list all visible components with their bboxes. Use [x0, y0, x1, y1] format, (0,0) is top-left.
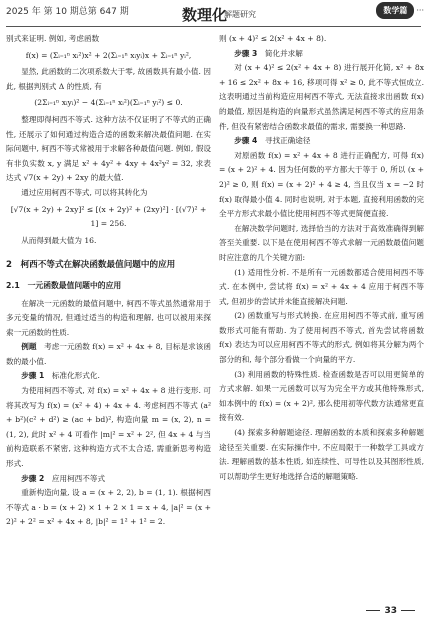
equation: [√7(x + 2y) + 2xy]² ≤ [(x + 2y)² + (2xy)²] · [(√7)² + 1] = 256.	[10, 204, 207, 229]
step-label: 步骤 1	[21, 371, 45, 381]
badge-dots: ···	[416, 6, 424, 15]
paragraph: (1) 适用性分析. 不是所有一元函数都适合使用柯西不等式. 在本例中, 尝试将 f(x) = x² + 4x + 4 应用于柯西不等式, 但初步的尝试并未能直接解决问题.	[219, 267, 424, 306]
paragraph: 在解决数学问题时, 选择恰当的方法对于高效准确得到解答至关重要. 以下是在使用柯西不等式求解一元函数最值问题时应注意的几个关键方面:	[219, 223, 424, 262]
paragraph: (3) 利用函数的特殊性质. 检查函数是否可以用更简单的方式求解. 如果一元函数可以写为完全平方或其他特殊形式, 如本例中的 f(x) = (x + 2)², 那么使用初等代数方法通常更直接有效.	[219, 369, 425, 423]
page-number-dash	[401, 610, 415, 611]
step-heading	[6, 369, 211, 384]
example-paragraph	[6, 340, 211, 369]
step-label: 步骤 4	[234, 136, 258, 146]
page-number-dash	[366, 610, 380, 611]
paragraph: 通过应用柯西不等式, 可以将其转化为	[21, 187, 148, 197]
paragraph: 重新构造向量, 设 a = (x + 2, 2), b = (1, 1). 根据柯西不等式 a · b = (x + 2) × 1 + 2 × 1 = x + 4, |a|² = (x + 2)² + 2² = x² + 4x + 8, |b|² = 1² + 1² = 2.	[6, 488, 211, 527]
paragraph: (4) 探索多种解题途径. 理解函数的本质和探索多种解题途径至关重要. 在实际操作中, 不应局限于一种数学工具或方法. 理解函数的基本性质, 如连续性、可导性以及其图形性质, 可以帮助学生更好地选择合适的解题策略.	[219, 428, 424, 481]
paragraph: 对原函数 f(x) = x² + 4x + 8 进行正确配方, 可得 f(x) = (x + 2)² + 4. 因为任何数的平方都大于等于 0, 所以 (x + 2)² ≥ 0, 则 f(x) = (x + 2)² + 4 ≥ 4, 当且仅当 x = −2 时 f(x) 取得最小值 4. 同时也说明, 对于本题, 直接利用函数的完全平方形式求最小值比使用柯西不等式更简便直接.	[219, 150, 424, 219]
step-title: 应用柯西不等式	[51, 473, 106, 483]
step-title: 简化并求解	[264, 48, 303, 58]
equation: f(x) = (Σᵢ₌₁ⁿ xᵢ²)x² + 2(Σᵢ₌₁ⁿ xᵢyᵢ)x + Σᵢ₌₁ⁿ yᵢ²,	[25, 50, 192, 60]
page-number-value: 33	[384, 606, 397, 616]
section-title: 2 柯西不等式在解决函数最值问题中的应用	[6, 260, 176, 271]
step-label: 步骤 3	[234, 48, 258, 58]
example-label: 例题	[21, 342, 37, 352]
paragraph: 在解决一元函数的最值问题中, 柯西不等式虽然通常用于多元变量的情况, 但通过适当的构造和理解, 也可以被用来探索一元函数的性质.	[6, 298, 211, 337]
left-column	[6, 32, 211, 530]
paragraph: 别式来证明. 例如, 考虑函数	[6, 34, 100, 43]
step-heading	[219, 134, 424, 149]
header-rule	[6, 26, 421, 27]
step-label: 步骤 2	[21, 473, 45, 483]
section-badge: 数学篇	[376, 2, 414, 19]
journal-title: 数理化	[182, 6, 228, 24]
equation: (2Σᵢ₌₁ⁿ xᵢyᵢ)² − 4(Σᵢ₌₁ⁿ xᵢ²)(Σᵢ₌₁ⁿ yᵢ²) ≤ 0.	[34, 98, 183, 108]
journal-subtitle: 解题研究	[224, 10, 256, 19]
paragraph: 从而得到最大值为 16.	[21, 235, 97, 245]
paragraph: 则 (x + 4)² ≤ 2(x² + 4x + 8).	[219, 34, 327, 43]
paragraph: (2) 函数重写与形式转换. 在应用柯西不等式前, 重写函数形式可能有帮助. 为了使用柯西不等式, 首先尝试将函数 f(x) 表达为可以应用柯西不等式的形式, 例如将其分解为两个部分的和, 每个部分看做一个向量的平方.	[219, 311, 424, 365]
paragraph: 整理即得柯西不等式. 这种方法不仅证明了不等式的正确性, 还展示了如何通过构造合适的函数来解决最值问题. 在实际问题中, 柯西不等式常被用于求解各种最值问题. 例如, 假设有非负实数 x, y 满足 x² + 4y² + 4xy + 4x²y² = 32, 求表达式 √7(x + 2y) + 2xy 的最大值.	[6, 114, 211, 183]
step-title: 标准化形式化.	[51, 371, 100, 381]
paragraph: 为使用柯西不等式, 对 f(x) = x² + 4x + 8 进行变形. 可将其改写为 f(x) = (x² + 4) + 4x + 4. 考虑柯西不等式 (a² + b²)(c² + d²) ≥ (ac + bd)², 构造向量 m = (x, 2), n = (1, 2), 此时 x² + 4 可看作 |m|² = x² + 2², 但 4x + 4 与当前构造联系不紧密, 这种构造方式不太合适, 需重新思考构造形式.	[6, 386, 211, 469]
page-number	[362, 606, 419, 616]
example-text: 考虑一元函数 f(x) = x² + 4x + 8, 目标是求该函数的最小值.	[6, 342, 212, 366]
subsection-title: 2.1 一元函数最值问题中的应用	[6, 280, 122, 290]
section-badge-wrap	[376, 2, 424, 19]
paragraph: 对 (x + 4)² ≤ 2(x² + 4x + 8) 进行展开化简, x² + 8x + 16 ≤ 2x² + 8x + 16, 移项可得 x² ≥ 0, 此不等式恒成立. 这表明通过当前构造应用柯西不等式, 无法直接求出函数 f(x) 的最值, 原因是构造的向量形式虽然满足柯西不等式的应用条件, 但没有紧密结合函数求最值的需求, 需要换一种思路.	[219, 63, 424, 131]
step-heading	[219, 47, 424, 62]
page-header	[0, 0, 427, 30]
step-title: 寻找正确途径	[264, 136, 311, 146]
step-heading	[6, 472, 211, 487]
paragraph: 显然, 此函数的二次项系数大于零, 故函数具有最小值. 因此, 根据判别式 Δ 的性质, 有	[6, 67, 211, 91]
right-column	[219, 32, 424, 484]
issue-info: 2025 年 第 10 期总第 647 期	[6, 7, 129, 17]
